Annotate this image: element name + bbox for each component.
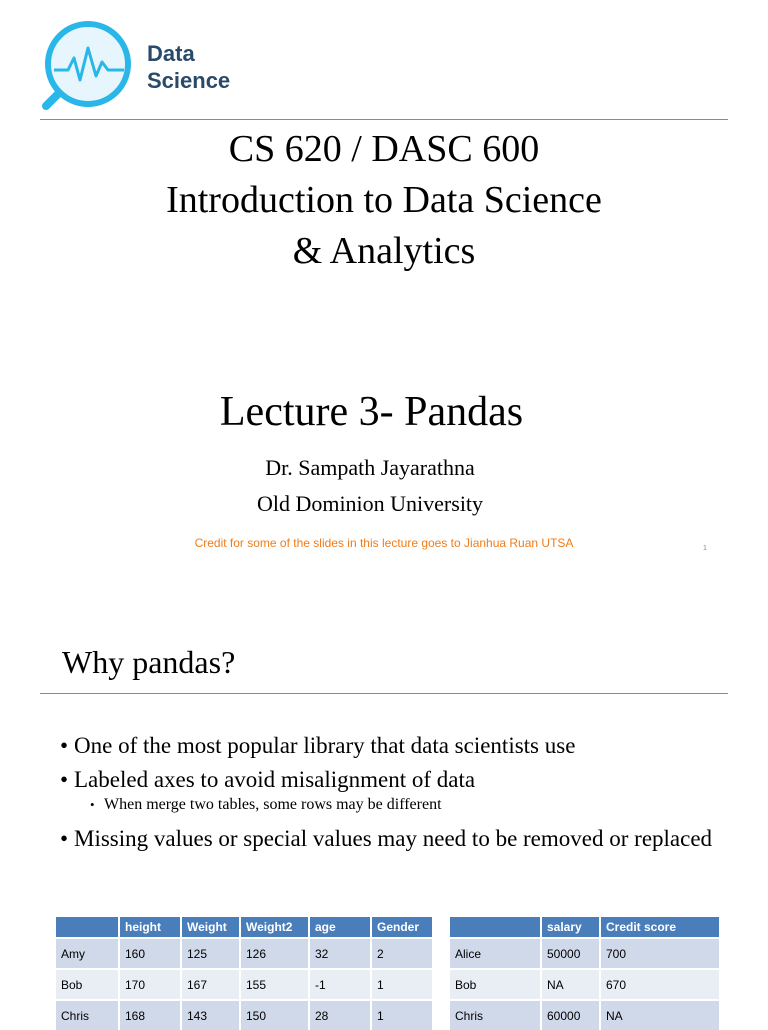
table-cell: Amy <box>56 938 119 969</box>
university-name: Old Dominion University <box>256 491 484 516</box>
course-title-line: & Analytics <box>292 230 476 272</box>
bullet-icon: • <box>90 797 95 812</box>
column-header: Credit score <box>600 917 720 938</box>
table-cell: 2 <box>371 938 433 969</box>
table-cell: 670 <box>600 969 720 1000</box>
column-header: Weight2 <box>240 917 309 938</box>
logo-line-1: Data <box>147 41 195 66</box>
table-cell: Bob <box>450 969 541 1000</box>
table-header-row <box>450 917 720 938</box>
bullet-icon: • <box>60 733 69 758</box>
bullet-text: Missing values or special values may need to be removed or replaced <box>74 826 713 851</box>
table-cell: 126 <box>240 938 309 969</box>
bullet-icon: • <box>60 767 69 792</box>
column-header <box>56 917 119 938</box>
column-header: Weight <box>181 917 240 938</box>
bullet-item <box>60 766 720 793</box>
table-cell: 700 <box>600 938 720 969</box>
column-header: age <box>309 917 371 938</box>
table-cell: 1 <box>371 1000 433 1030</box>
table-row <box>450 938 720 969</box>
slide-title: Why pandas? <box>62 644 236 680</box>
table-row <box>450 969 720 1000</box>
bullet-item <box>60 732 720 759</box>
bullet-text: Labeled axes to avoid misalignment of data <box>74 767 476 792</box>
table-cell: -1 <box>309 969 371 1000</box>
table-cell: 143 <box>181 1000 240 1030</box>
course-title-line: CS 620 / DASC 600 <box>228 128 540 170</box>
logo-wordmark <box>147 40 230 94</box>
column-header: salary <box>541 917 600 938</box>
salary-credit-table <box>450 917 721 1030</box>
table-cell: 167 <box>181 969 240 1000</box>
table-cell: Bob <box>56 969 119 1000</box>
table-cell: 168 <box>119 1000 181 1030</box>
bullet-text: One of the most popular library that data scientists use <box>74 733 576 758</box>
course-title-line: Introduction to Data Science <box>166 179 602 221</box>
bullet-item <box>60 825 720 852</box>
table-cell: Chris <box>56 1000 119 1030</box>
column-header <box>450 917 541 938</box>
table-row <box>56 938 433 969</box>
column-header: height <box>119 917 181 938</box>
table-cell: 150 <box>240 1000 309 1030</box>
slide-title-divider <box>40 693 728 694</box>
course-title <box>0 124 768 277</box>
table-cell: NA <box>541 969 600 1000</box>
table-cell: Chris <box>450 1000 541 1030</box>
page-number: 1 <box>703 545 707 552</box>
credit-note: Credit for some of the slides in this lecture goes to Jianhua Ruan UTSA <box>194 536 574 550</box>
table-cell: NA <box>600 1000 720 1030</box>
table-cell: 125 <box>181 938 240 969</box>
table-cell: 170 <box>119 969 181 1000</box>
table-row <box>450 1000 720 1030</box>
table-cell: 160 <box>119 938 181 969</box>
table-cell: 32 <box>309 938 371 969</box>
table-cell: Alice <box>450 938 541 969</box>
bullet-icon: • <box>60 826 69 851</box>
table-cell: 28 <box>309 1000 371 1030</box>
table-row <box>56 969 433 1000</box>
table-cell: 60000 <box>541 1000 600 1030</box>
magnifier-pulse-icon <box>40 18 140 114</box>
column-header: Gender <box>371 917 433 938</box>
sub-bullet-item <box>60 795 720 815</box>
bullet-list <box>60 732 720 859</box>
sub-bullet-text: When merge two tables, some rows may be different <box>104 796 442 813</box>
table-cell: 1 <box>371 969 433 1000</box>
lecture-title: Lecture 3- Pandas <box>219 389 524 435</box>
people-measurements-table <box>56 917 434 1030</box>
title-divider <box>40 119 728 120</box>
table-header-row <box>56 917 433 938</box>
table-cell: 50000 <box>541 938 600 969</box>
author-name: Dr. Sampath Jayarathna <box>265 455 475 480</box>
table-cell: 155 <box>240 969 309 1000</box>
table-row <box>56 1000 433 1030</box>
logo-line-2: Science <box>147 68 231 93</box>
